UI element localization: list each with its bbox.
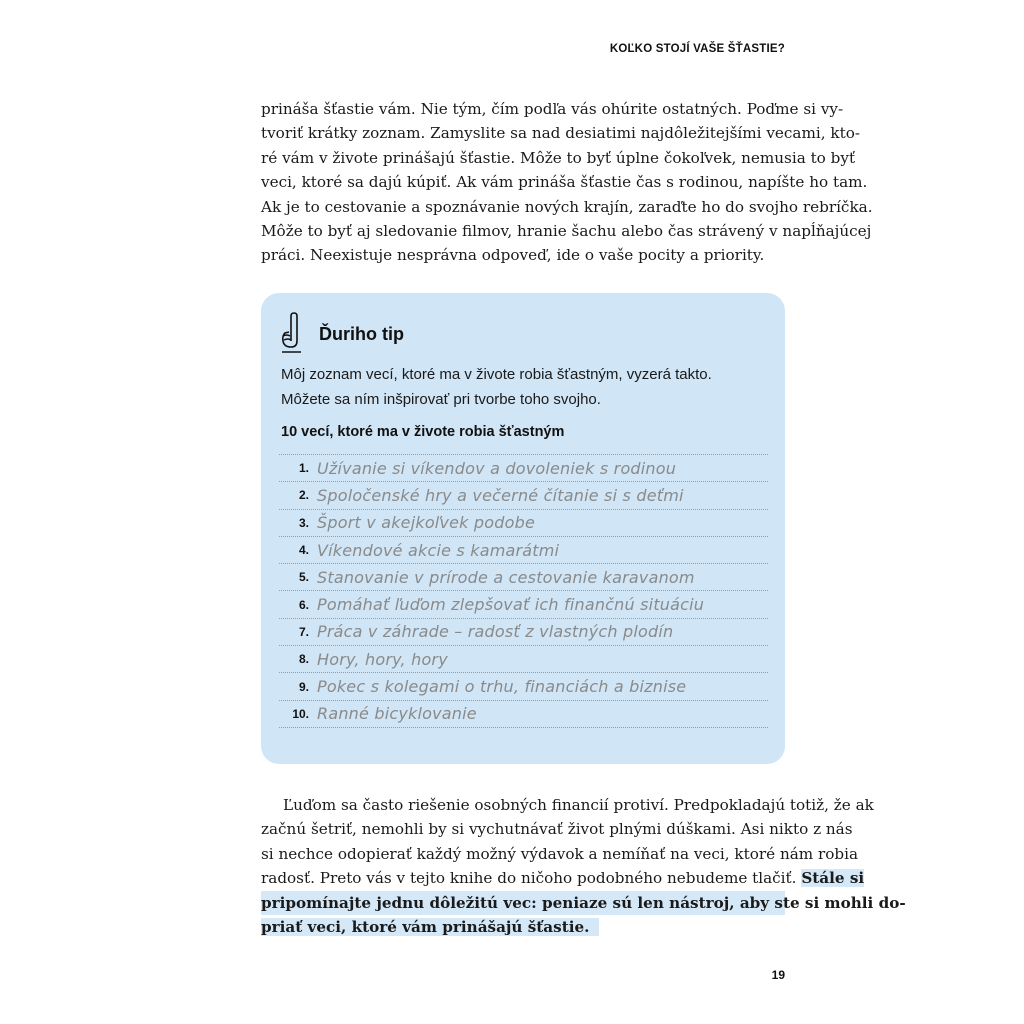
top-paragraph bbox=[261, 97, 873, 268]
text-line: Môže to byť aj sledovanie filmov, hranie šachu alebo čas strávený v napĺňajúcej bbox=[261, 221, 872, 240]
item-number: 3. bbox=[298, 515, 309, 530]
item-number: 6. bbox=[298, 597, 309, 612]
item-text: Ranné bicyklovanie bbox=[317, 704, 477, 724]
text-line bbox=[261, 915, 785, 939]
highlighted-text: pripomínajte jednu dôležitú vec: peniaze sú len nástroj, aby ste si mohli do- bbox=[261, 891, 785, 915]
item-number: 7. bbox=[298, 624, 309, 639]
item-number: 10. bbox=[292, 706, 309, 721]
list-item bbox=[279, 455, 768, 482]
text-line: začnú šetriť, nemohli by si vychutnávať život plnými dúškami. Asi nikto z nás bbox=[261, 820, 853, 839]
tip-intro-line: Môj zoznam vecí, ktoré ma v živote robia šťastným, vyzerá takto. bbox=[281, 366, 712, 383]
text-line: prináša šťastie vám. Nie tým, čím podľa vás ohúrite ostatných. Poďme si vy- bbox=[261, 100, 844, 118]
list-item bbox=[279, 646, 768, 673]
running-header: KOĽKO STOJÍ VAŠE ŠŤASTIE? bbox=[609, 43, 785, 55]
item-text: Pomáhať ľuďom zlepšovať ich finančnú situáciu bbox=[317, 595, 705, 615]
text-line: si nechce odopierať každý možný výdavok a nemíňať na veci, ktoré nám robia bbox=[261, 844, 859, 863]
item-text: Šport v akejkoľvek podobe bbox=[317, 513, 536, 533]
item-text: Pokec s kolegami o trhu, financiách a biznise bbox=[317, 677, 687, 697]
page-number: 19 bbox=[771, 968, 785, 982]
item-number: 2. bbox=[298, 488, 309, 503]
text-line bbox=[261, 866, 865, 890]
list-item bbox=[279, 673, 768, 700]
item-text: Spoločenské hry a večerné čítanie si s deťmi bbox=[317, 485, 684, 505]
tip-title: Ďuriho tip bbox=[319, 324, 404, 344]
list-title: 10 vecí, ktoré ma v živote robia šťastným bbox=[281, 424, 565, 440]
item-text: Hory, hory, hory bbox=[317, 649, 448, 669]
text-line: ré vám v živote prinášajú šťastie. Môže to byť úplne čokoľvek, nemusia to byť bbox=[261, 148, 856, 167]
text-line: tvoriť krátky zoznam. Zamyslite sa nad desiatimi najdôležitejšími vecami, kto- bbox=[261, 124, 860, 143]
pointing-finger-icon bbox=[279, 311, 307, 355]
item-text: Práca v záhrade – radosť z vlastných plodín bbox=[317, 622, 674, 642]
text-line: Ak je to cestovanie a spoznávanie nových krajín, zaraďte ho do svojho rebríčka. bbox=[261, 197, 873, 216]
list-item bbox=[279, 591, 768, 618]
highlighted-text: Stále si bbox=[801, 869, 865, 888]
item-number: 9. bbox=[298, 679, 309, 694]
item-text: Stanovanie v prírode a cestovanie karavanom bbox=[317, 567, 695, 587]
item-number: 4. bbox=[298, 543, 309, 558]
happiness-list bbox=[279, 454, 768, 728]
item-number: 5. bbox=[298, 570, 309, 585]
list-item bbox=[279, 482, 768, 509]
tip-box bbox=[261, 293, 785, 764]
tip-intro-line: Môžete sa ním inšpirovať pri tvorbe toho svojho. bbox=[281, 391, 601, 408]
text-segment: radosť. Preto vás v tejto knihe do ničoho podobného nebudeme tlačiť. bbox=[261, 869, 797, 888]
bottom-paragraph bbox=[261, 793, 906, 939]
list-item bbox=[279, 537, 768, 564]
item-number: 8. bbox=[298, 652, 309, 667]
list-item bbox=[279, 701, 768, 728]
text-line: Ľuďom sa často riešenie osobných financií protiví. Predpokladajú totiž, že ak bbox=[283, 796, 874, 814]
highlighted-text: priať veci, ktoré vám prinášajú šťastie. bbox=[261, 918, 599, 936]
text-line: práci. Neexistuje nesprávna odpoveď, ide o vaše pocity a priority. bbox=[261, 246, 765, 265]
list-item bbox=[279, 619, 768, 646]
item-text: Víkendové akcie s kamarátmi bbox=[317, 540, 560, 560]
tip-intro bbox=[281, 362, 712, 412]
list-item bbox=[279, 510, 768, 537]
text-line: veci, ktoré sa dajú kúpiť. Ak vám prináša šťastie čas s rodinou, napíšte ho tam. bbox=[261, 173, 868, 192]
item-number: 1. bbox=[298, 461, 309, 476]
item-text: Užívanie si víkendov a dovoleniek s rodinou bbox=[317, 458, 677, 478]
list-item bbox=[279, 564, 768, 591]
